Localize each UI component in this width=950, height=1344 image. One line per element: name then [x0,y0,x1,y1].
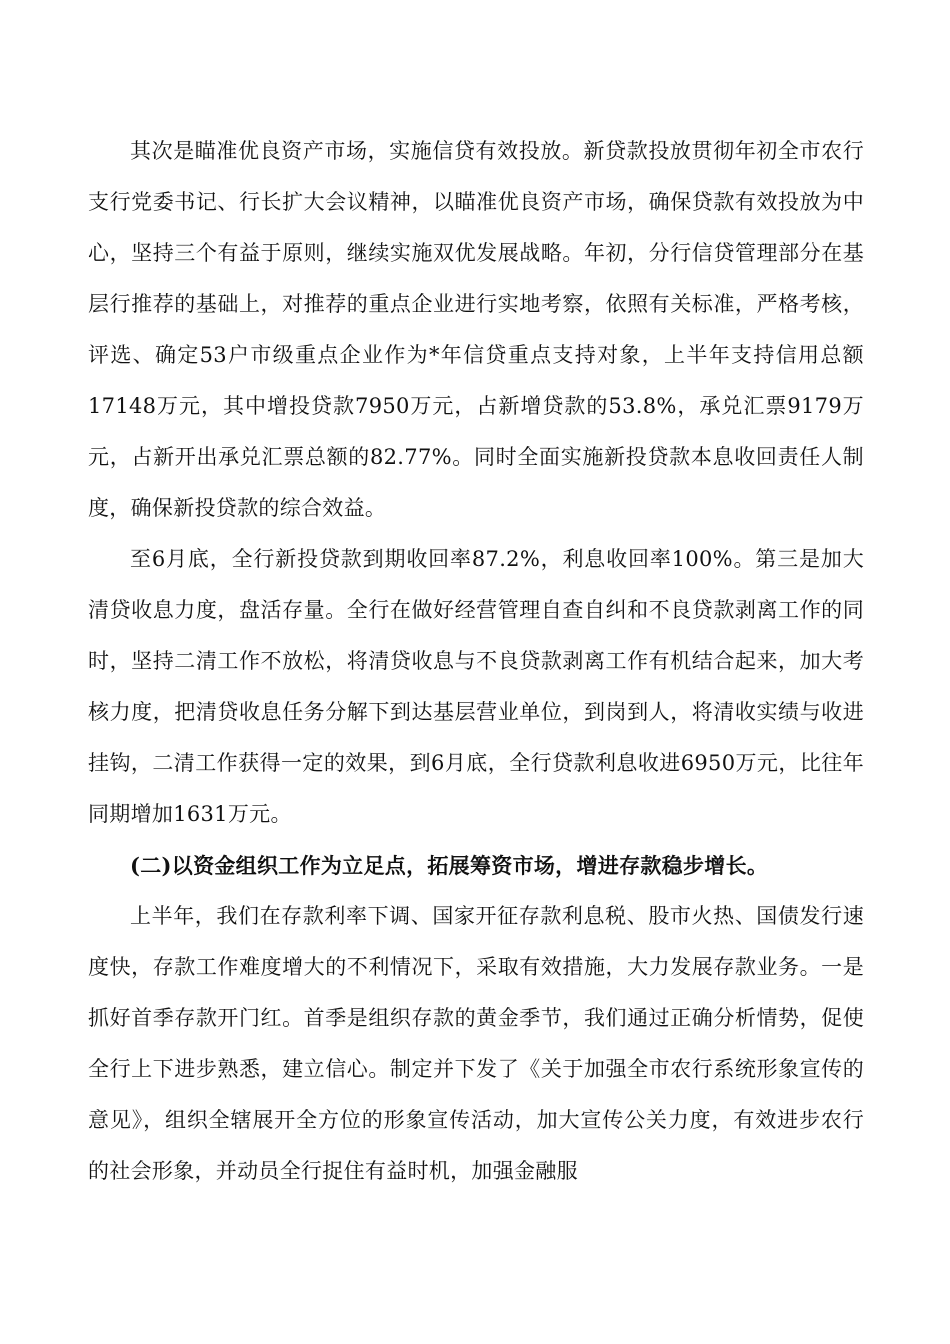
paragraph-deposit-growth: 上半年，我们在存款利率下调、国家开征存款利息税、股市火热、国债发行速度快，存款工作难度增大的不利情况下，采取有效措施，大力发展存款业务。一是抓好首季存款开门红。首季是组织存款的黄金季节，我们通过正确分析情势，促使全行上下进步熟悉，建立信心。制定并下发了《关于加强全市农行系统形象宣传的意见》，组织全辖展开全方位的形象宣传活动，加大宣传公关力度，有效进步农行的社会形象，并动员全行捉住有益时机，加强金融服 [88,904,864,1183]
paragraph-loan-recovery: 至6月底，全行新投贷款到期收回率87.2%，利息收回率100%。第三是加大清贷收息力度，盘活存量。全行在做好经营管理自查自纠和不良贷款剥离工作的同时，坚持二清工作不放松，将清贷收息与不良贷款剥离工作有机结合起来，加大考核力度，把清贷收息任务分解下到达基层营业单位，到岗到人，将清收实绩与收进挂钩，二清工作获得一定的效果，到6月底，全行贷款利息收进6950万元，比往年同期增加1631万元。 [88,547,864,826]
paragraph-credit-investment: 其次是瞄准优良资产市场，实施信贷有效投放。新贷款投放贯彻年初全市农行支行党委书记、行长扩大会议精神，以瞄准优良资产市场，确保贷款有效投放为中心，坚持三个有益于原则，继续实施双优发展战略。年初，分行信贷管理部分在基层行推荐的基础上，对推荐的重点企业进行实地考察，依照有关标准，严格考核，评选、确定53户市级重点企业作为*年信贷重点支持对象，上半年支持信用总额17148万元，其中增投贷款7950万元，占新增贷款的53.8%，承兑汇票9179万元，占新开出承兑汇票总额的82.77%。同时全面实施新投贷款本息收回责任人制度，确保新投贷款的综合效益。 [88,139,864,520]
document-page [88,126,864,1197]
section-heading: (二)以资金组织工作为立足点，拓展筹资市场，增进存款稳步增长。 [130,853,769,878]
